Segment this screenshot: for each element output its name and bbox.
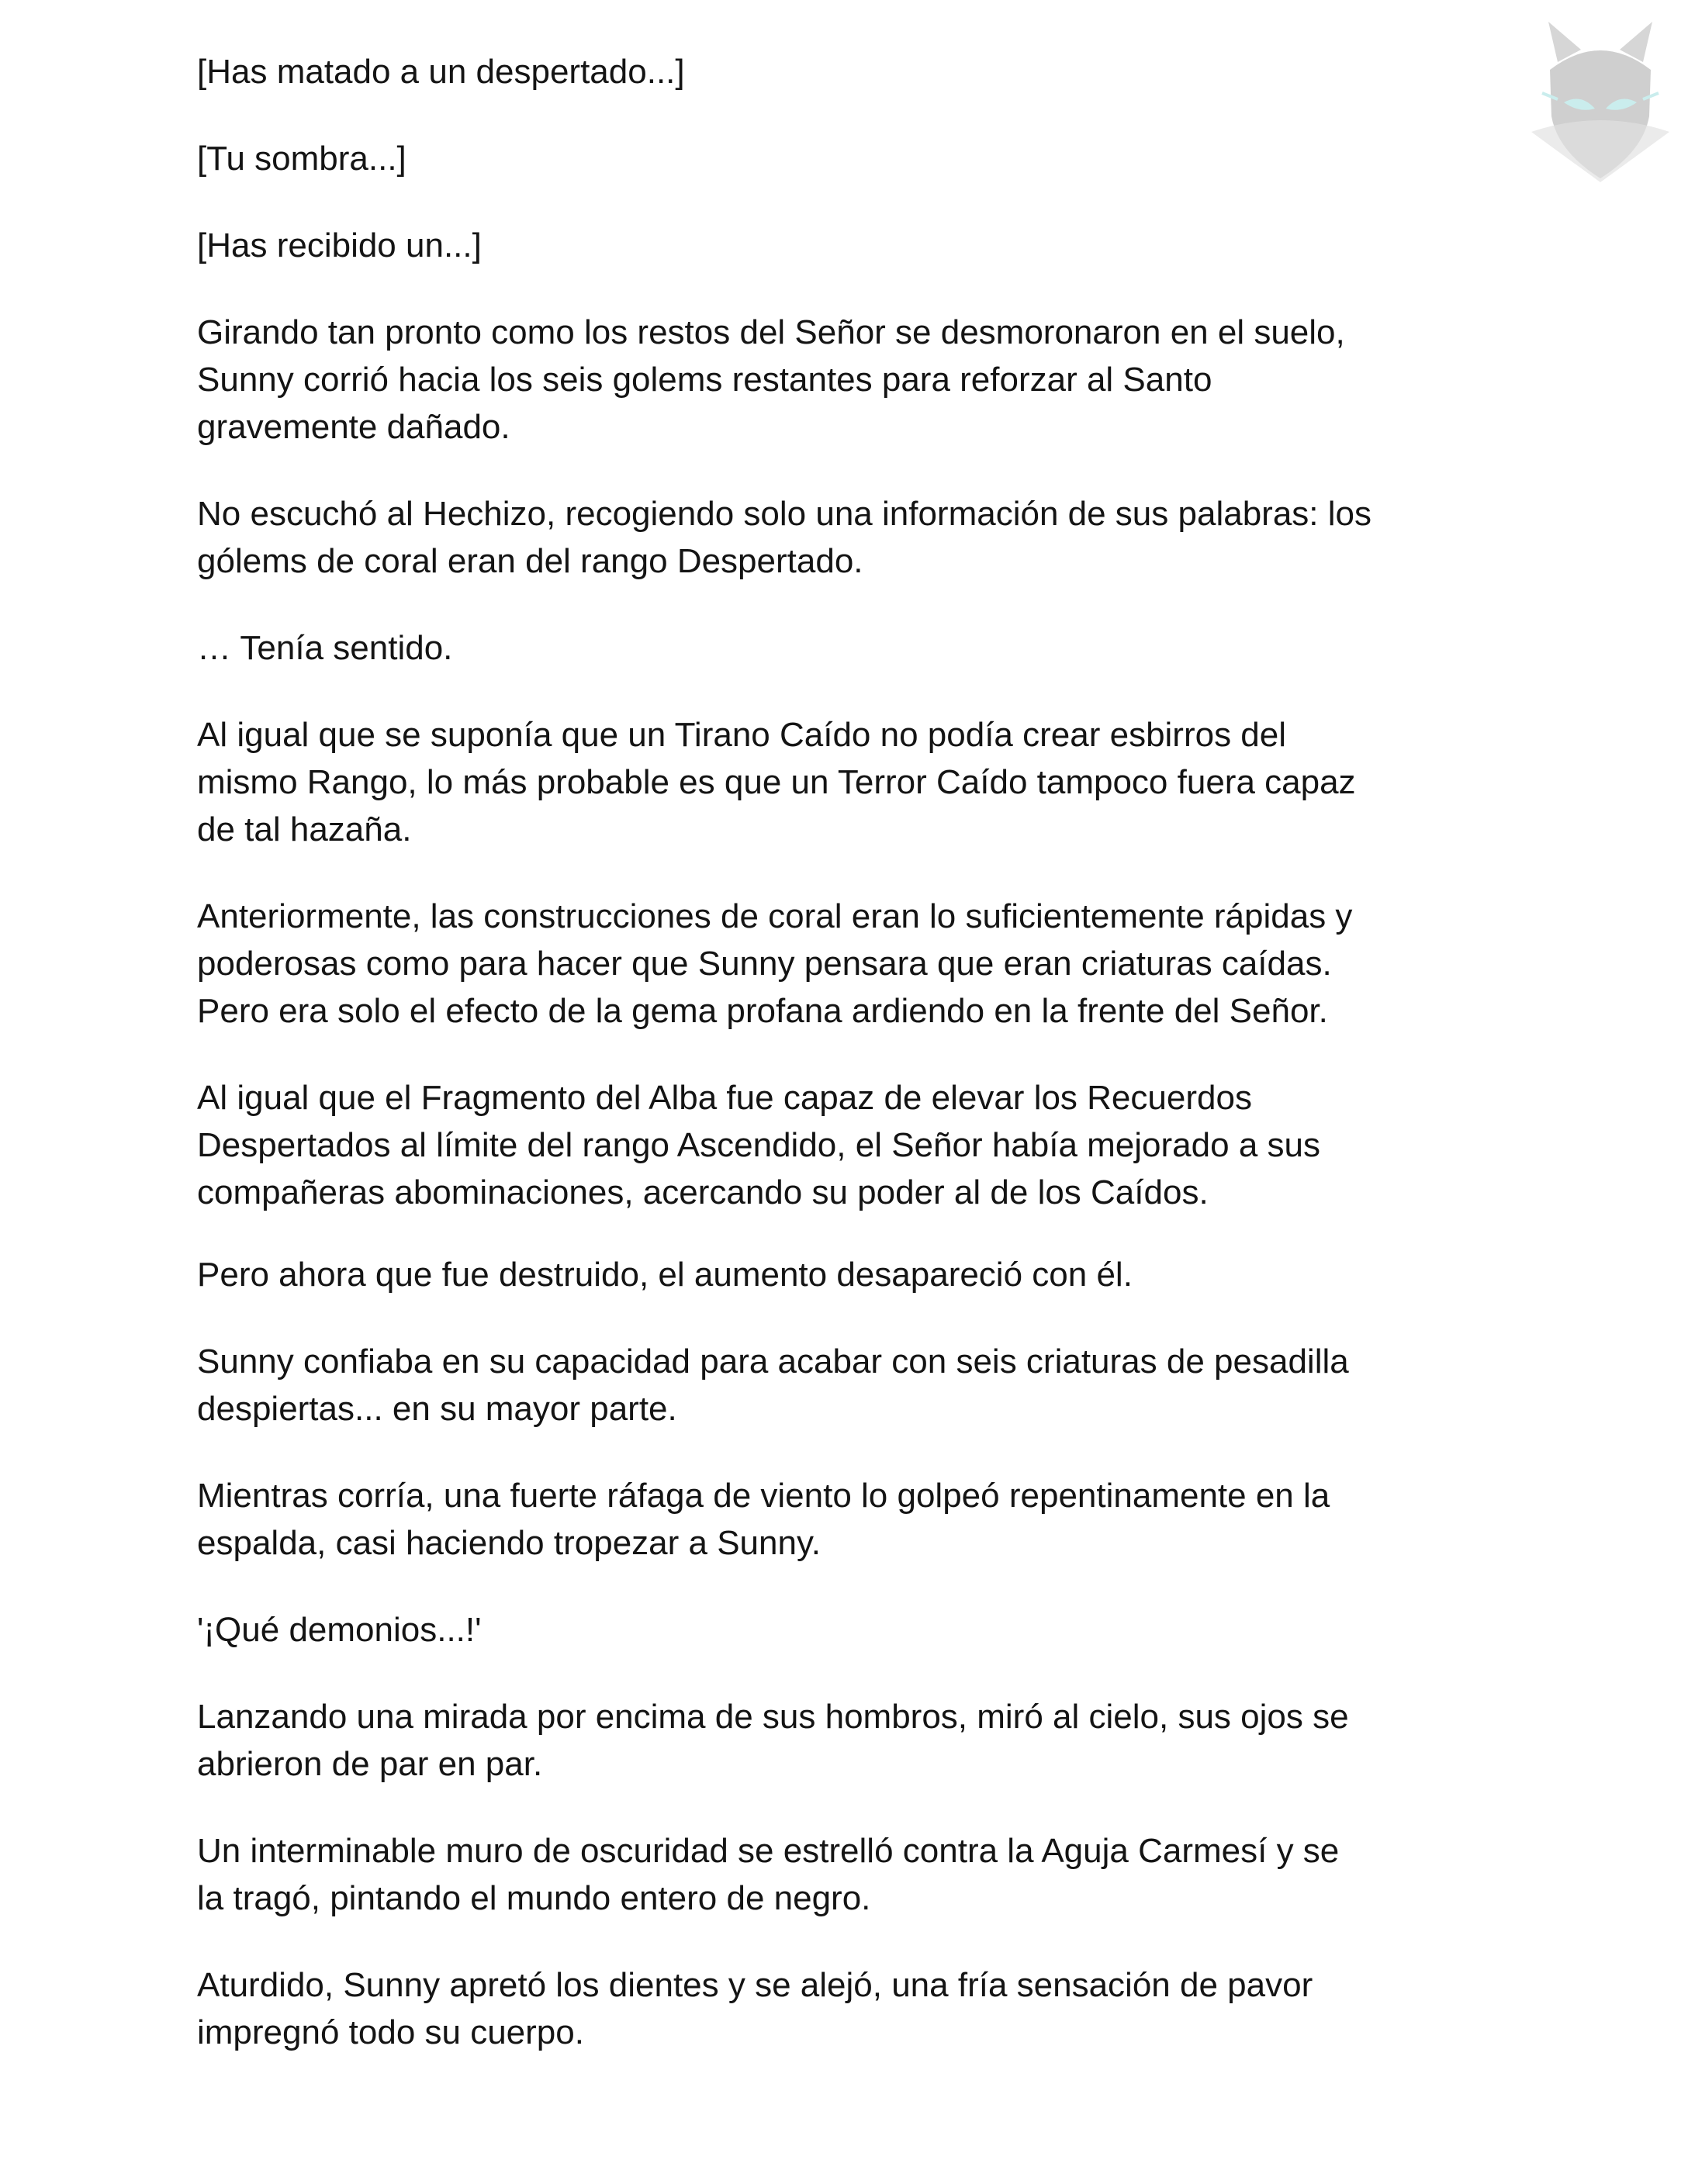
paragraph: Un interminable muro de oscuridad se estrelló contra la Aguja Carmesí y se la tragó, pintando el mundo entero de negro.	[197, 1832, 1340, 1917]
paragraph: Al igual que el Fragmento del Alba fue capaz de elevar los Recuerdos Despertados al límite del rango Ascendido, el Señor había mejorado a sus compañeras abominaciones, acercando su poder al de los Caídos.	[197, 1079, 1320, 1211]
paragraph: '¡Qué demonios...!'	[197, 1611, 482, 1649]
paragraph: Sunny confiaba en su capacidad para acabar con seis criaturas de pesadilla despiertas... en su mayor parte.	[197, 1343, 1349, 1428]
paragraph: [Tu sombra...]	[197, 140, 406, 178]
paragraph: Mientras corría, una fuerte ráfaga de viento lo golpeó repentinamente en la espalda, casi haciendo tropezar a Sunny.	[197, 1477, 1330, 1562]
paragraph: … Tenía sentido.	[197, 629, 453, 667]
paragraph: Girando tan pronto como los restos del Señor se desmoronaron en el suelo, Sunny corrió hacia los seis golems restantes para reforzar al Santo gravemente dañado.	[197, 313, 1345, 446]
paragraph: [Has recibido un...]	[197, 226, 482, 264]
paragraph: Lanzando una mirada por encima de sus hombros, miró al cielo, sus ojos se abrieron de par en par.	[197, 1698, 1349, 1783]
paragraph: Al igual que se suponía que un Tirano Caído no podía crear esbirros del mismo Rango, lo más probable es que un Terror Caído tampoco fuera capaz de tal hazaña.	[197, 716, 1356, 848]
paragraph: Anteriormente, las construcciones de coral eran lo suficientemente rápidas y poderosas como para hacer que Sunny pensara que eran criaturas caídas. Pero era solo el efecto de la gema profana ardiendo en la frente del Señor.	[197, 897, 1353, 1030]
document-body	[197, 48, 1531, 2096]
horned-mask-icon	[1527, 16, 1674, 186]
paragraph: Aturdido, Sunny apretó los dientes y se alejó, una fría sensación de pavor impregnó todo su cuerpo.	[197, 1966, 1313, 2051]
paragraph: Pero ahora que fue destruido, el aumento desapareció con él.	[197, 1256, 1133, 1294]
paragraph: No escuchó al Hechizo, recogiendo solo una información de sus palabras: los gólems de coral eran del rango Despertado.	[197, 495, 1372, 580]
paragraph: [Has matado a un despertado...]	[197, 53, 685, 91]
